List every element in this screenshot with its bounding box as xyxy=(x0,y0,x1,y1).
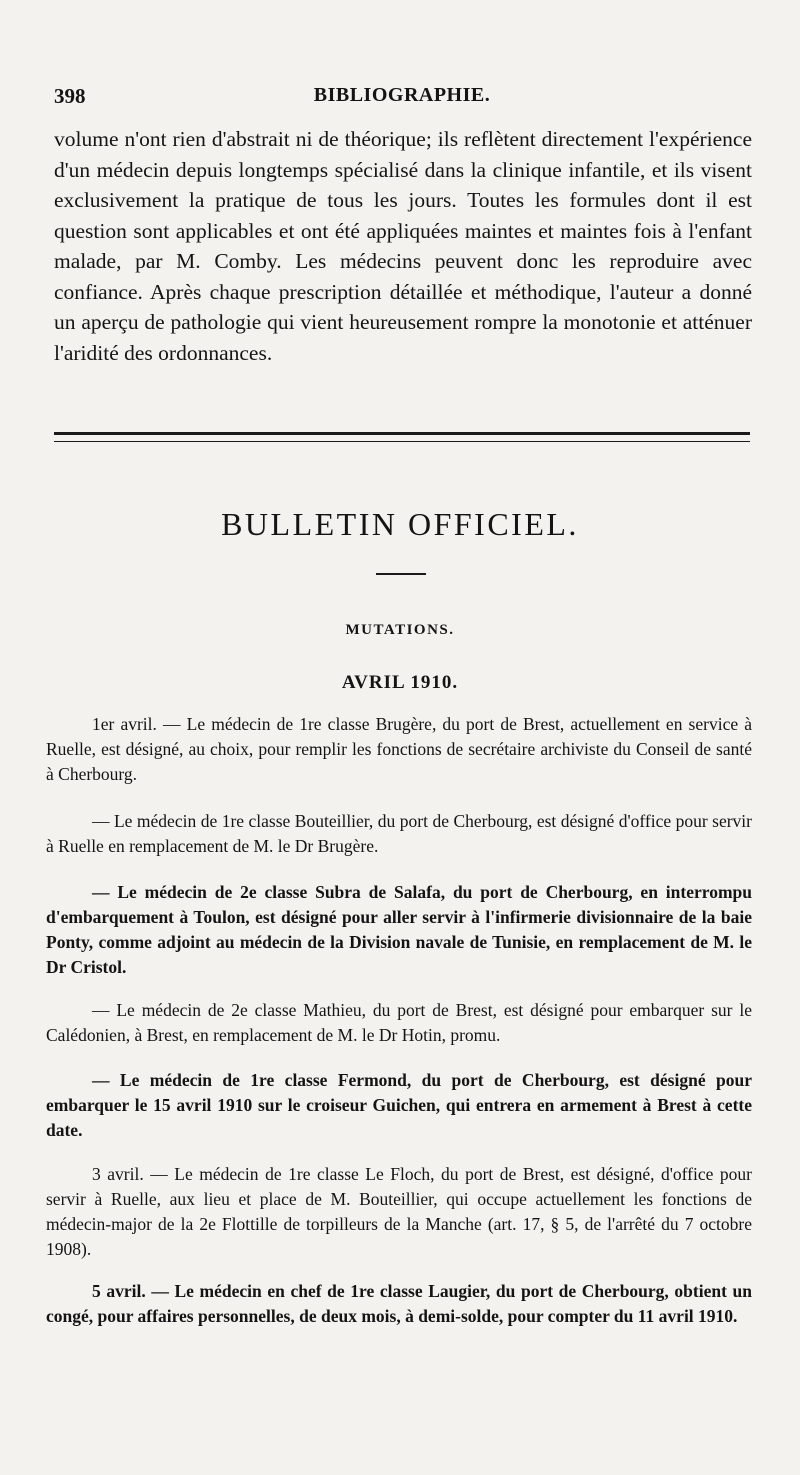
mutation-entry: 1er avril. — Le médecin de 1re classe Brugère, du port de Brest, actuellement en service à Ruelle, est désigné, au choix, pour remplir les fonctions de secrétaire archiviste du Conseil de santé à Cherbourg. xyxy=(46,714,752,784)
mutation-entry: 3 avril. — Le médecin de 1re classe Le Floch, du port de Brest, est désigné, d'office pour servir à Ruelle, aux lieu et place de M. Bouteillier, qui occupe actuellement les fonctions de médecin-major de la 2e Flottille de torpilleurs de la Manche (art. 17, § 5, de l'arrêté du 7 octobre 1908). xyxy=(46,1164,752,1259)
mutation-entry: 5 avril. — Le médecin en chef de 1re classe Laugier, du port de Cherbourg, obtient un congé, pour affaires personnelles, de deux mois, à demi-solde, pour compter du 11 avril 1910. xyxy=(46,1281,752,1326)
running-head xyxy=(54,84,750,114)
intro-paragraph: volume n'ont rien d'abstrait ni de théorique; ils reflètent directement l'expérience d'un médecin depuis longtemps spécialisé dans la clinique infantile, et ils visent exclusivement la pratique de tous les jours. Toutes les formules dont il est question sont applicables et ont été appliquées maintes et maintes fois à l'enfant malade, par M. Comby. Les médecins peuvent donc les reproduire avec confiance. Après chaque prescription détaillée et méthodique, l'auteur a donné un aperçu de pathologie qui vient heureusement rompre la monotonie et atténuer l'aridité des ordonnances. xyxy=(54,127,752,365)
section-divider xyxy=(54,432,750,442)
mutation-entry: — Le médecin de 1re classe Bouteillier, du port de Cherbourg, est désigné d'office pour servir à Ruelle en remplacement de M. le Dr Brugère. xyxy=(46,811,752,856)
mutation-entry: — Le médecin de 2e classe Subra de Salafa, du port de Cherbourg, en interrompu d'embarquement à Toulon, est désigné pour aller servir à l'infirmerie divisionnaire de la baie Ponty, comme adjoint au médecin de la Division navale de Tunisie, en remplacement de M. le Dr Cristol. xyxy=(46,882,752,977)
subsection-heading: MUTATIONS. xyxy=(345,622,455,638)
mutation-entry: — Le médecin de 2e classe Mathieu, du port de Brest, est désigné pour embarquer sur le Calédonien, à Brest, en remplacement de M. le Dr Hotin, promu. xyxy=(46,1000,752,1045)
section-title: BULLETIN OFFICIEL. xyxy=(221,506,579,542)
mutation-entry: — Le médecin de 1re classe Fermond, du port de Cherbourg, est désigné pour embarquer le 15 avril 1910 sur le croiseur Guichen, qui entrera en armement à Brest à cette date. xyxy=(46,1070,752,1140)
running-title: BIBLIOGRAPHIE. xyxy=(313,84,491,106)
month-heading: AVRIL 1910. xyxy=(341,672,459,693)
page-number: 398 xyxy=(54,84,86,108)
title-underline xyxy=(376,573,426,575)
